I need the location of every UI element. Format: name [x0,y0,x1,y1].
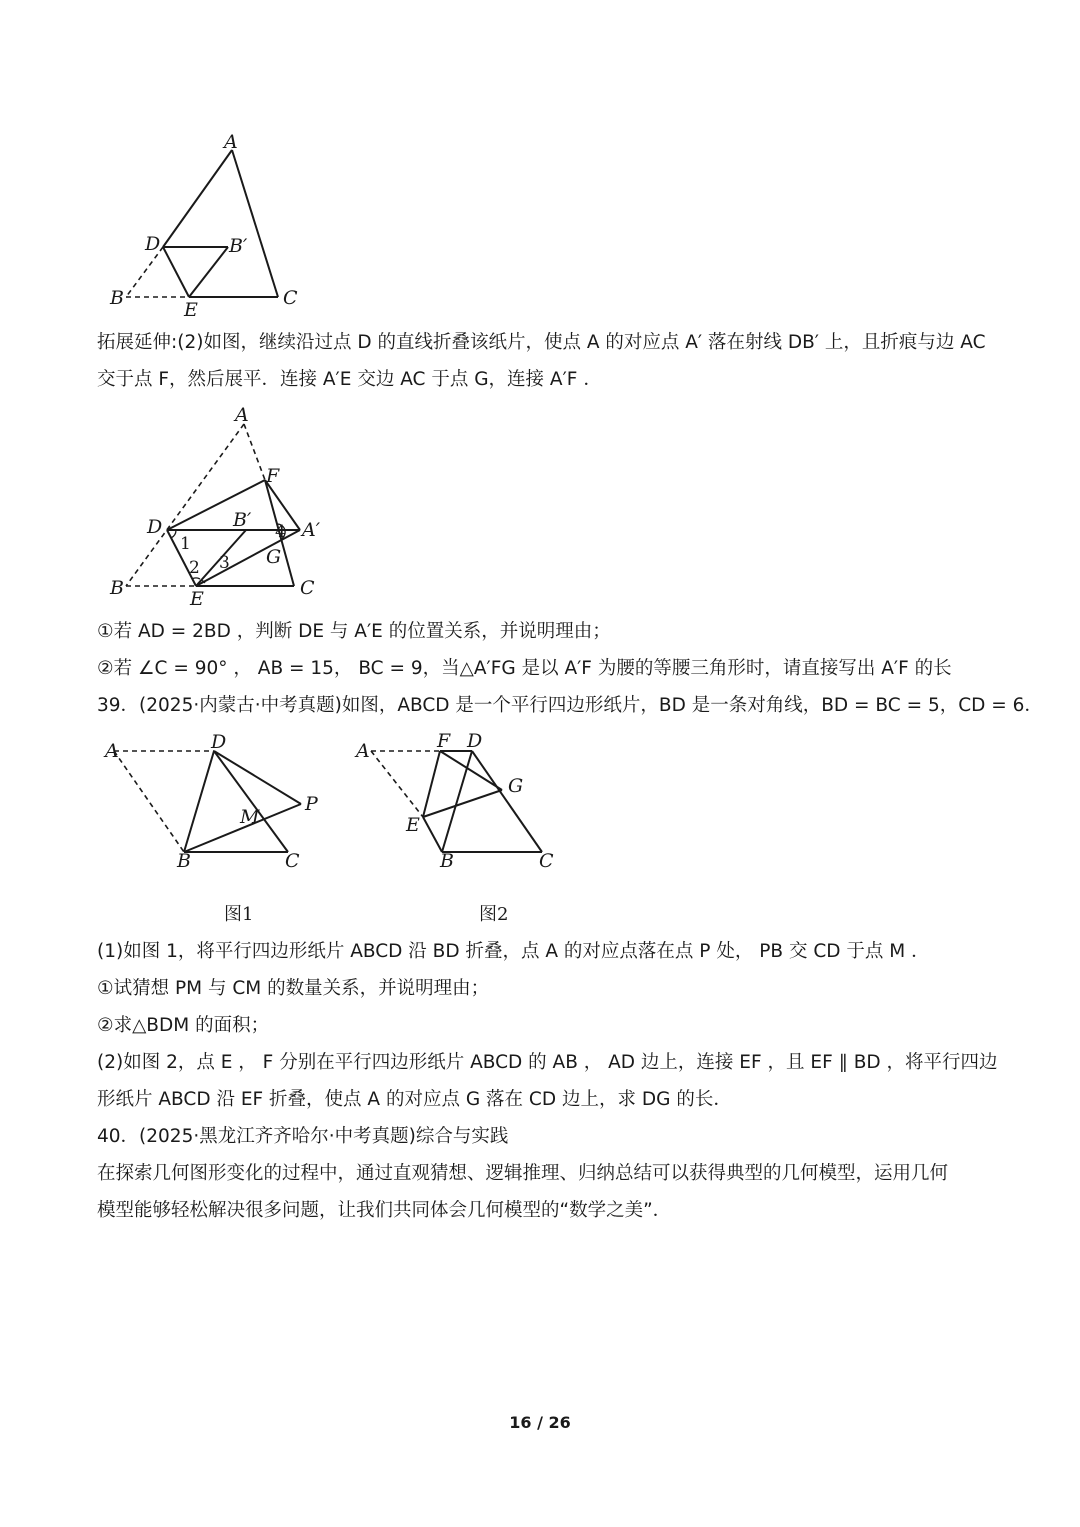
extension-text-line-2: 交于点 F，然后展平．连接 A′E 交边 AC 于点 G，连接 A′F ． [97,369,602,390]
segment-de [163,247,189,297]
side-af-dashed [244,424,265,480]
caption-figure-2: 图2 [479,904,509,925]
side-ac [232,150,278,297]
label-a: A [235,404,249,426]
problem-40-line-2: 模型能够轻松解决很多问题，让我们共同体会几何模型的“数学之美”． [97,1200,672,1221]
crease-ef [423,751,440,817]
side-ae-dashed [371,751,423,817]
label-g: G [266,546,282,568]
question-38-part-2: ②若 ∠C = 90° ， AB = 15， BC = 9，当△A′FG 是以 A′F 为腰的等腰三角形时，请直接写出 A′F 的长 [97,658,952,679]
problem-39-part-2-line-2: 形纸片 ABCD 沿 EF 折叠，使点 A 的对应点 G 落在 CD 边上，求 DG 的长． [97,1089,732,1110]
label-f: F [437,730,451,752]
label-d: D [147,516,163,538]
label-b-prime: B′ [229,235,248,257]
label-c: C [300,577,315,599]
segment-dp [214,751,301,804]
label-c: C [285,850,300,872]
label-b: B [440,850,454,872]
extension-text-line-1: 拓展延伸:(2)如图，继续沿过点 D 的直线折叠该纸片，使点 A 的对应点 A′ 落在射线 DB′ 上，且折痕与边 AC [97,332,986,353]
problem-39-part-1: (1)如图 1，将平行四边形纸片 ABCD 沿 BD 折叠，点 A 的对应点落在点 P 处， PB 交 CD 于点 M ． [97,941,930,962]
label-p: P [305,793,318,815]
label-e: E [184,299,198,320]
segment-eg [423,790,502,817]
segment-eb-prime [189,247,228,297]
page-number: 16 / 26 [509,1413,571,1432]
problem-39-part-2-line-1: (2)如图 2，点 E ， F 分别在平行四边形纸片 ABCD 的 AB ， AD 边上，连接 EF ，且 EF ∥ BD ，将平行四边 [97,1052,998,1073]
label-d: D [211,731,227,753]
label-a: A [356,740,370,762]
label-d: D [467,730,483,752]
figure-39-fig2 [345,728,565,876]
label-b-prime: B′ [233,509,252,531]
label-angle-2: 2 [189,558,200,578]
side-dc [472,751,542,852]
label-b: B [110,287,124,309]
side-eb [423,817,442,852]
figure-second-fold [100,400,330,610]
label-g: G [508,775,524,797]
caption-figure-1: 图1 [224,904,254,925]
label-e: E [406,814,420,836]
label-c: C [283,287,298,309]
label-angle-3: 3 [219,553,230,573]
label-e: E [190,588,204,610]
label-f: F [266,465,280,487]
label-angle-1: 1 [180,534,191,554]
label-c: C [539,850,554,872]
side-dc [214,751,288,852]
label-b: B [177,850,191,872]
problem-39-part-1-q2: ②求△BDM 的面积； [97,1015,270,1036]
angle-mark-2 [192,578,200,579]
question-38-part-1: ①若 AD = 2BD ，判断 DE 与 A′E 的位置关系，并说明理由； [97,621,611,642]
label-b: B [110,577,124,599]
problem-39-header: 39．(2025·内蒙古·中考真题)如图，ABCD 是一个平行四边形纸片，BD 是一条对角线，BD = BC = 5，CD = 6． [97,695,1043,716]
problem-40-line-1: 在探索几何图形变化的过程中，通过直观猜想、逻辑推理、归纳总结可以获得典型的几何模型，运用几何 [97,1163,949,1184]
label-m: M [240,806,260,828]
label-a-prime: A′ [302,519,321,541]
figure-39-fig1 [92,728,332,876]
diagonal-bd [184,751,214,852]
label-angle-4: 4 [275,522,286,542]
figure-folded-triangle [100,128,320,320]
label-a: A [224,131,238,153]
angle-mark-1 [171,530,176,538]
problem-39-part-1-q1: ①试猜想 PM 与 CM 的数量关系，并说明理由； [97,978,490,999]
label-a: A [105,740,119,762]
problem-40-header: 40．(2025·黑龙江齐齐哈尔·中考真题)综合与实践 [97,1126,509,1147]
label-d: D [145,233,161,255]
side-ab-dashed [114,751,184,852]
side-ad [163,150,232,247]
